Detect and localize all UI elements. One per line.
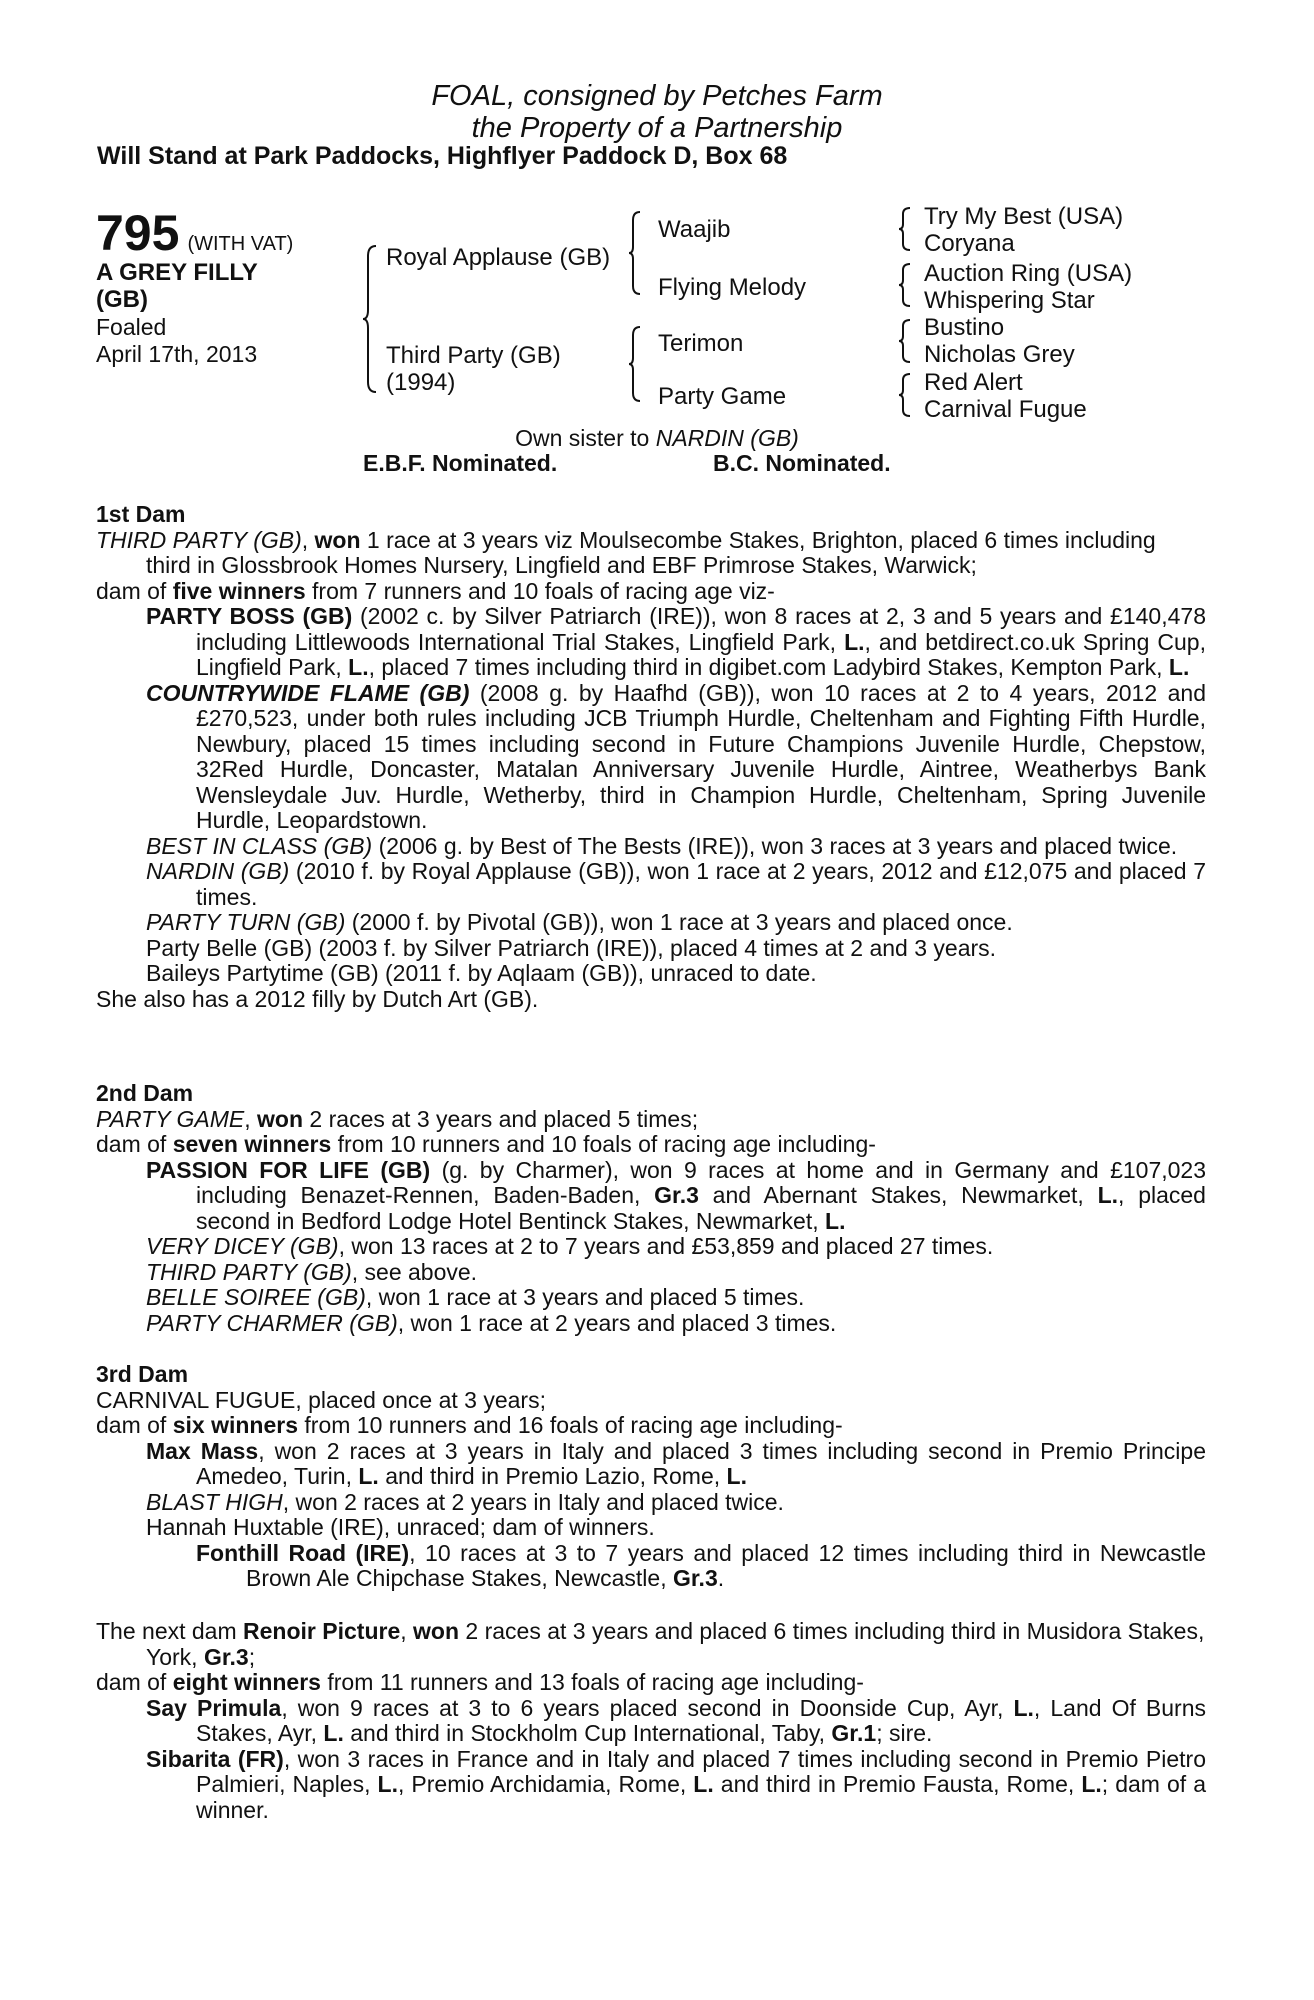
pedigree-brace-gen3-1 — [898, 206, 912, 252]
pedigree-gen3-8: Carnival Fugue — [924, 396, 1087, 423]
progeny-entry: PARTY TURN (GB) (2000 f. by Pivotal (GB)), won 1 race at 3 years and placed once. — [146, 909, 1013, 935]
pedigree-gen3-4: Whispering Star — [924, 287, 1095, 314]
pedigree-brace-gen3-2 — [898, 262, 912, 308]
sex-line: A GREY FILLY — [96, 259, 258, 286]
pedigree-gen3-2: Coryana — [924, 230, 1015, 257]
progeny-entry: BLAST HIGH, won 2 races at 2 years in Italy and placed twice. — [146, 1488, 784, 1515]
progeny-entry: COUNTRYWIDE FLAME (GB) (2008 g. by Haafhd (GB)), won 10 races at 2 to 4 years, 2012 and £270,523, under both rules including JCB Triumph Hurdle, Cheltenham and Fighting Fifth Hurdle, Newbury, placed 15 times including second in Future Champions Juvenile Hurdle, Chepstow, 32Red Hurdle, Doncaster, Matalan Anniversary Juvenile Hurdle, Aintree, Weatherbys Bank Wensleydale Juv. Hurdle, Wetherby, third in Champion Hurdle, Cheltenham, Spring Juvenile Hurdle, Leopardstown. — [146, 679, 1206, 833]
pedigree-sire: Royal Applause (GB) — [386, 244, 611, 271]
progeny-entry: VERY DICEY (GB), won 13 races at 2 to 7 years and £53,859 and placed 27 times. — [146, 1233, 994, 1259]
third-dam-section — [96, 1362, 1206, 1592]
dam-of-line: dam of six winners from 10 runners and 16 foals of racing age including- — [96, 1412, 843, 1438]
dam-intro: CARNIVAL FUGUE, placed once at 3 years; — [96, 1386, 546, 1413]
pedigree-brace-gen3-3 — [898, 318, 912, 364]
progeny-entry: PARTY BOSS (GB) (2002 c. by Silver Patriarch (IRE)), won 8 races at 2, 3 and 5 years and £140,478 including Littlewoods International Trial Stakes, Lingfield Park, L., and betdirect.co.uk Spring Cup, Lingfield Park, L., placed 7 times including third in digibet.com Ladybird Stakes, Kempton Park, L. — [146, 603, 1206, 680]
progeny-entry: BEST IN CLASS (GB) (2006 g. by Best of The Bests (IRE)), won 3 races at 3 years and placed twice. — [146, 832, 1178, 859]
progeny-entry: Fonthill Road (IRE), 10 races at 3 to 7 years and placed 12 times including third in Newcastle Brown Ale Chipchase Stakes, Newcastle, Gr.3. — [196, 1539, 1206, 1591]
pedigree-brace-dam — [628, 325, 642, 403]
pedigree-gen3-5: Bustino — [924, 314, 1005, 341]
dam-intro: PARTY GAME, won 2 races at 3 years and placed 5 times; — [96, 1105, 699, 1132]
progeny-entry: NARDIN (GB) (2010 f. by Royal Applause (GB)), won 1 race at 2 years, 2012 and £12,075 and placed 7 times. — [146, 858, 1206, 910]
vat-label: (WITH VAT) — [187, 233, 294, 255]
dam-of-line: dam of eight winners from 11 runners and 13 foals of racing age including- — [96, 1669, 864, 1695]
progeny-entry: BELLE SOIREE (GB), won 1 race at 3 years and placed 5 times. — [146, 1284, 805, 1310]
second-dam-section — [96, 1081, 1206, 1336]
pedigree-sire-sire: Waajib — [658, 216, 731, 243]
stand-line: Will Stand at Park Paddocks, Highflyer Paddock D, Box 68 — [97, 142, 788, 170]
sex-line-country: (GB) — [96, 286, 148, 313]
progeny-entry: THIRD PARTY (GB), see above. — [146, 1258, 478, 1285]
dam-of-line: dam of five winners from 7 runners and 10 foals of racing age viz- — [96, 577, 775, 604]
dam-intro: The next dam Renoir Picture, won 2 races at 3 years and placed 6 times including third in Musidora Stakes, York, Gr.3; — [96, 1618, 1205, 1670]
pedigree-brace-gen3-4 — [898, 372, 912, 418]
lot-number: 795 (WITH VAT) — [96, 205, 294, 261]
pedigree-dam-sire: Terimon — [658, 330, 744, 357]
ebf-nominated: E.B.F. Nominated. — [363, 450, 558, 476]
foaled-date: April 17th, 2013 — [96, 341, 258, 367]
bc-nominated: B.C. Nominated. — [713, 450, 891, 476]
progeny-entry: PARTY CHARMER (GB), won 1 race at 2 years and placed 3 times. — [146, 1309, 837, 1336]
pedigree-dam-year: (1994) — [386, 369, 456, 396]
pedigree-brace-sire — [628, 210, 642, 296]
pedigree-gen3-1: Try My Best (USA) — [924, 203, 1124, 230]
progeny-entry: Baileys Partytime (GB) (2011 f. by Aqlaam (GB)), unraced to date. — [146, 960, 817, 986]
section-heading: 1st Dam — [96, 501, 186, 527]
progeny-entry: Max Mass, won 2 races at 3 years in Italy and placed 3 times including second in Premio Principe Amedeo, Turin, L. and third in Premio Lazio, Rome, L. — [146, 1437, 1206, 1489]
progeny-entry: PASSION FOR LIFE (GB) (g. by Charmer), won 9 races at home and in Germany and £107,023 including Benazet-Rennen, Baden-Baden, Gr.3 and Abernant Stakes, Newmarket, L., placed second in Bedford Lodge Hotel Bentinck Stakes, Newmarket, L. — [146, 1156, 1206, 1234]
pedigree-dam: Third Party (GB) — [386, 342, 561, 369]
pedigree-gen3-7: Red Alert — [924, 369, 1023, 396]
consignor-line: FOAL, consigned by Petches Farm — [431, 80, 883, 112]
progeny-entry: Sibarita (FR), won 3 races in France and in Italy and placed 7 times including second in Premio Pietro Palmieri, Naples, L., Premio Archidamia, Rome, L. and third in Premio Fausta, Rome, L.; dam of a winner. — [146, 1745, 1206, 1823]
progeny-entry: Hannah Huxtable (IRE), unraced; dam of winners. — [146, 1514, 655, 1540]
also-has-line: She also has a 2012 filly by Dutch Art (GB). — [96, 985, 539, 1012]
pedigree-dam-dam: Party Game — [658, 383, 787, 410]
property-line: the Property of a Partnership — [471, 112, 843, 144]
next-dam-section — [96, 1619, 1206, 1823]
pedigree-gen3-6: Nicholas Grey — [924, 341, 1075, 368]
section-heading: 2nd Dam — [96, 1080, 194, 1106]
pedigree-sire-dam: Flying Melody — [658, 274, 807, 301]
progeny-entry: Party Belle (GB) (2003 f. by Silver Patriarch (IRE)), placed 4 times at 2 and 3 years. — [146, 934, 997, 961]
pedigree-gen3-3: Auction Ring (USA) — [924, 260, 1133, 287]
pedigree-brace-main — [362, 244, 378, 394]
dam-intro: THIRD PARTY (GB), won 1 race at 3 years viz Moulsecombe Stakes, Brighton, placed 6 times including third in Glossbrook Homes Nursery, Lingfield and EBF Primrose Stakes, Warwick; — [96, 526, 1156, 578]
foaled-label: Foaled — [96, 314, 167, 340]
own-sister-note: Own sister to NARDIN (GB) — [515, 425, 799, 451]
section-heading: 3rd Dam — [96, 1361, 189, 1387]
dam-of-line: dam of seven winners from 10 runners and 10 foals of racing age including- — [96, 1131, 876, 1157]
progeny-entry: Say Primula, won 9 races at 3 to 6 years placed second in Doonside Cup, Ayr, L., Land Of Burns Stakes, Ayr, L. and third in Stockholm Cup International, Taby, Gr.1; sire. — [146, 1694, 1206, 1746]
first-dam-section — [96, 502, 1206, 1012]
